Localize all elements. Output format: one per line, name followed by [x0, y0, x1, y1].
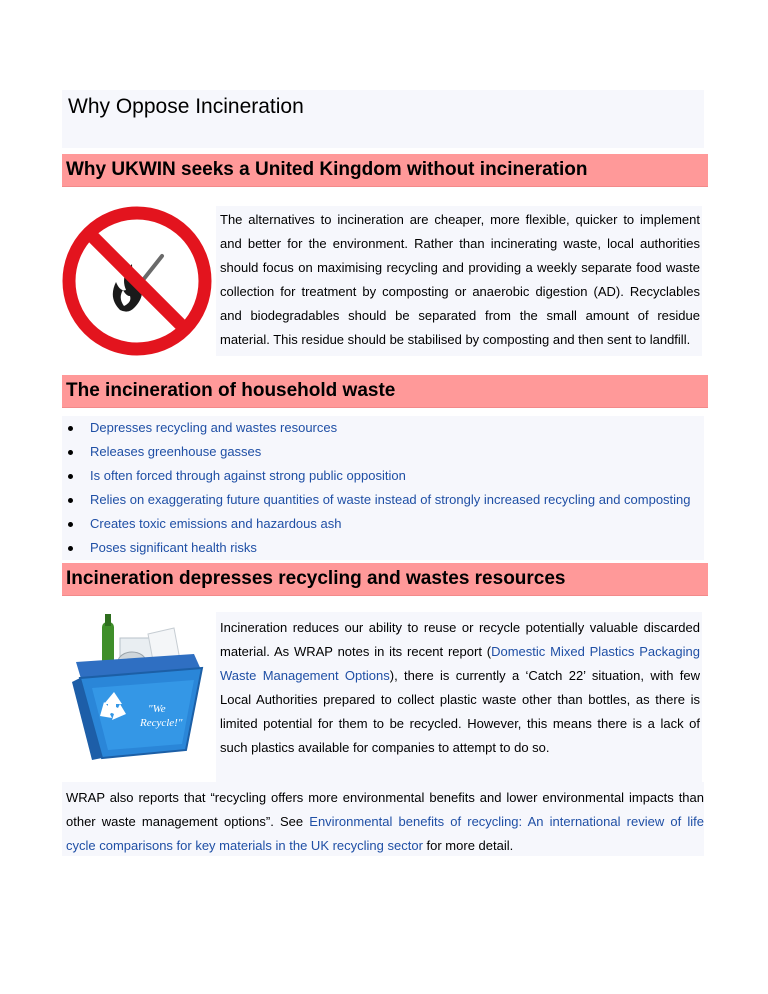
domestic-plastics-report-link[interactable]: Domestic Mixed Plastics Packaging Waste Management Options: [220, 644, 700, 683]
household-waste-list: [62, 416, 704, 560]
no-fire-icon: [62, 206, 212, 356]
list-link[interactable]: Poses significant health risks: [90, 540, 257, 555]
recycling-paragraph-block: [216, 612, 702, 782]
section-heading-text: Incineration depresses recycling and wastes resources: [66, 568, 566, 589]
section-heading-text: Why UKWIN seeks a United Kingdom without incineration: [66, 159, 588, 180]
title-band: [62, 90, 704, 148]
list-item[interactable]: [62, 464, 704, 488]
list-link[interactable]: Is often forced through against strong public opposition: [90, 468, 406, 483]
ukwin-paragraph-block: [216, 206, 702, 356]
recycling-paragraph: [216, 612, 702, 760]
paragraph-text: for more detail.: [422, 838, 514, 853]
page-title: Why Oppose Incineration: [68, 95, 304, 118]
list-item[interactable]: [62, 488, 704, 512]
list-link[interactable]: Depresses recycling and wastes resources: [90, 420, 338, 435]
section-heading-ukwin: [62, 154, 708, 187]
household-waste-list-block: [62, 416, 704, 560]
wrap-benefits-paragraph-block: [62, 782, 704, 856]
environmental-benefits-link[interactable]: Environmental benefits of recycling: An international review of life cycle comparisons for key materials in the UK recycling sector: [66, 814, 704, 853]
paragraph-text: Incineration reduces our ability to reuse or recycle potentially valuable discarded material. As WRAP notes in its recent report (: [220, 620, 700, 659]
list-item[interactable]: [62, 536, 704, 560]
list-link[interactable]: Releases greenhouse gasses: [90, 444, 262, 459]
list-item[interactable]: [62, 440, 704, 464]
paragraph-text: WRAP also reports that “recycling offers more environmental benefits and lower environmental impacts than other waste management options”. See: [66, 790, 704, 829]
section-heading-text: The incineration of household waste: [66, 380, 396, 401]
bin-label-line2: Recycle!": [140, 717, 183, 729]
wrap-benefits-paragraph: [62, 782, 704, 858]
list-item[interactable]: [62, 512, 704, 536]
list-item[interactable]: [62, 416, 704, 440]
section-heading-household-waste: [62, 375, 708, 408]
list-link[interactable]: Relies on exaggerating future quantities of waste instead of strongly increased recycling and composting: [90, 492, 691, 507]
list-link[interactable]: Creates toxic emissions and hazardous ash: [90, 516, 342, 531]
bin-label-line1: "We: [148, 703, 166, 715]
recycling-bin-icon: [62, 610, 214, 768]
section-heading-depresses-recycling: [62, 563, 708, 596]
ukwin-paragraph: The alternatives to incineration are cheaper, more flexible, quicker to implement and better for the environment. Rather than incinerating waste, local authorities should focus on maximising recycling and providing a weekly separate food waste collection for treatment by composting or anaerobic digestion (AD). Recyclables and biodegradables should be separated from the small amount of residue material. This residue should be stabilised by composting and then sent to landfill.: [220, 212, 700, 347]
paragraph-text: ), there is currently a ‘Catch 22’ situation, with few Local Authorities prepared to collect plastic waste other than bottles, as there is limited potential for them to be recycled. However, this means there is a lack of such plastics available for companies to attempt to do so.: [220, 668, 701, 755]
